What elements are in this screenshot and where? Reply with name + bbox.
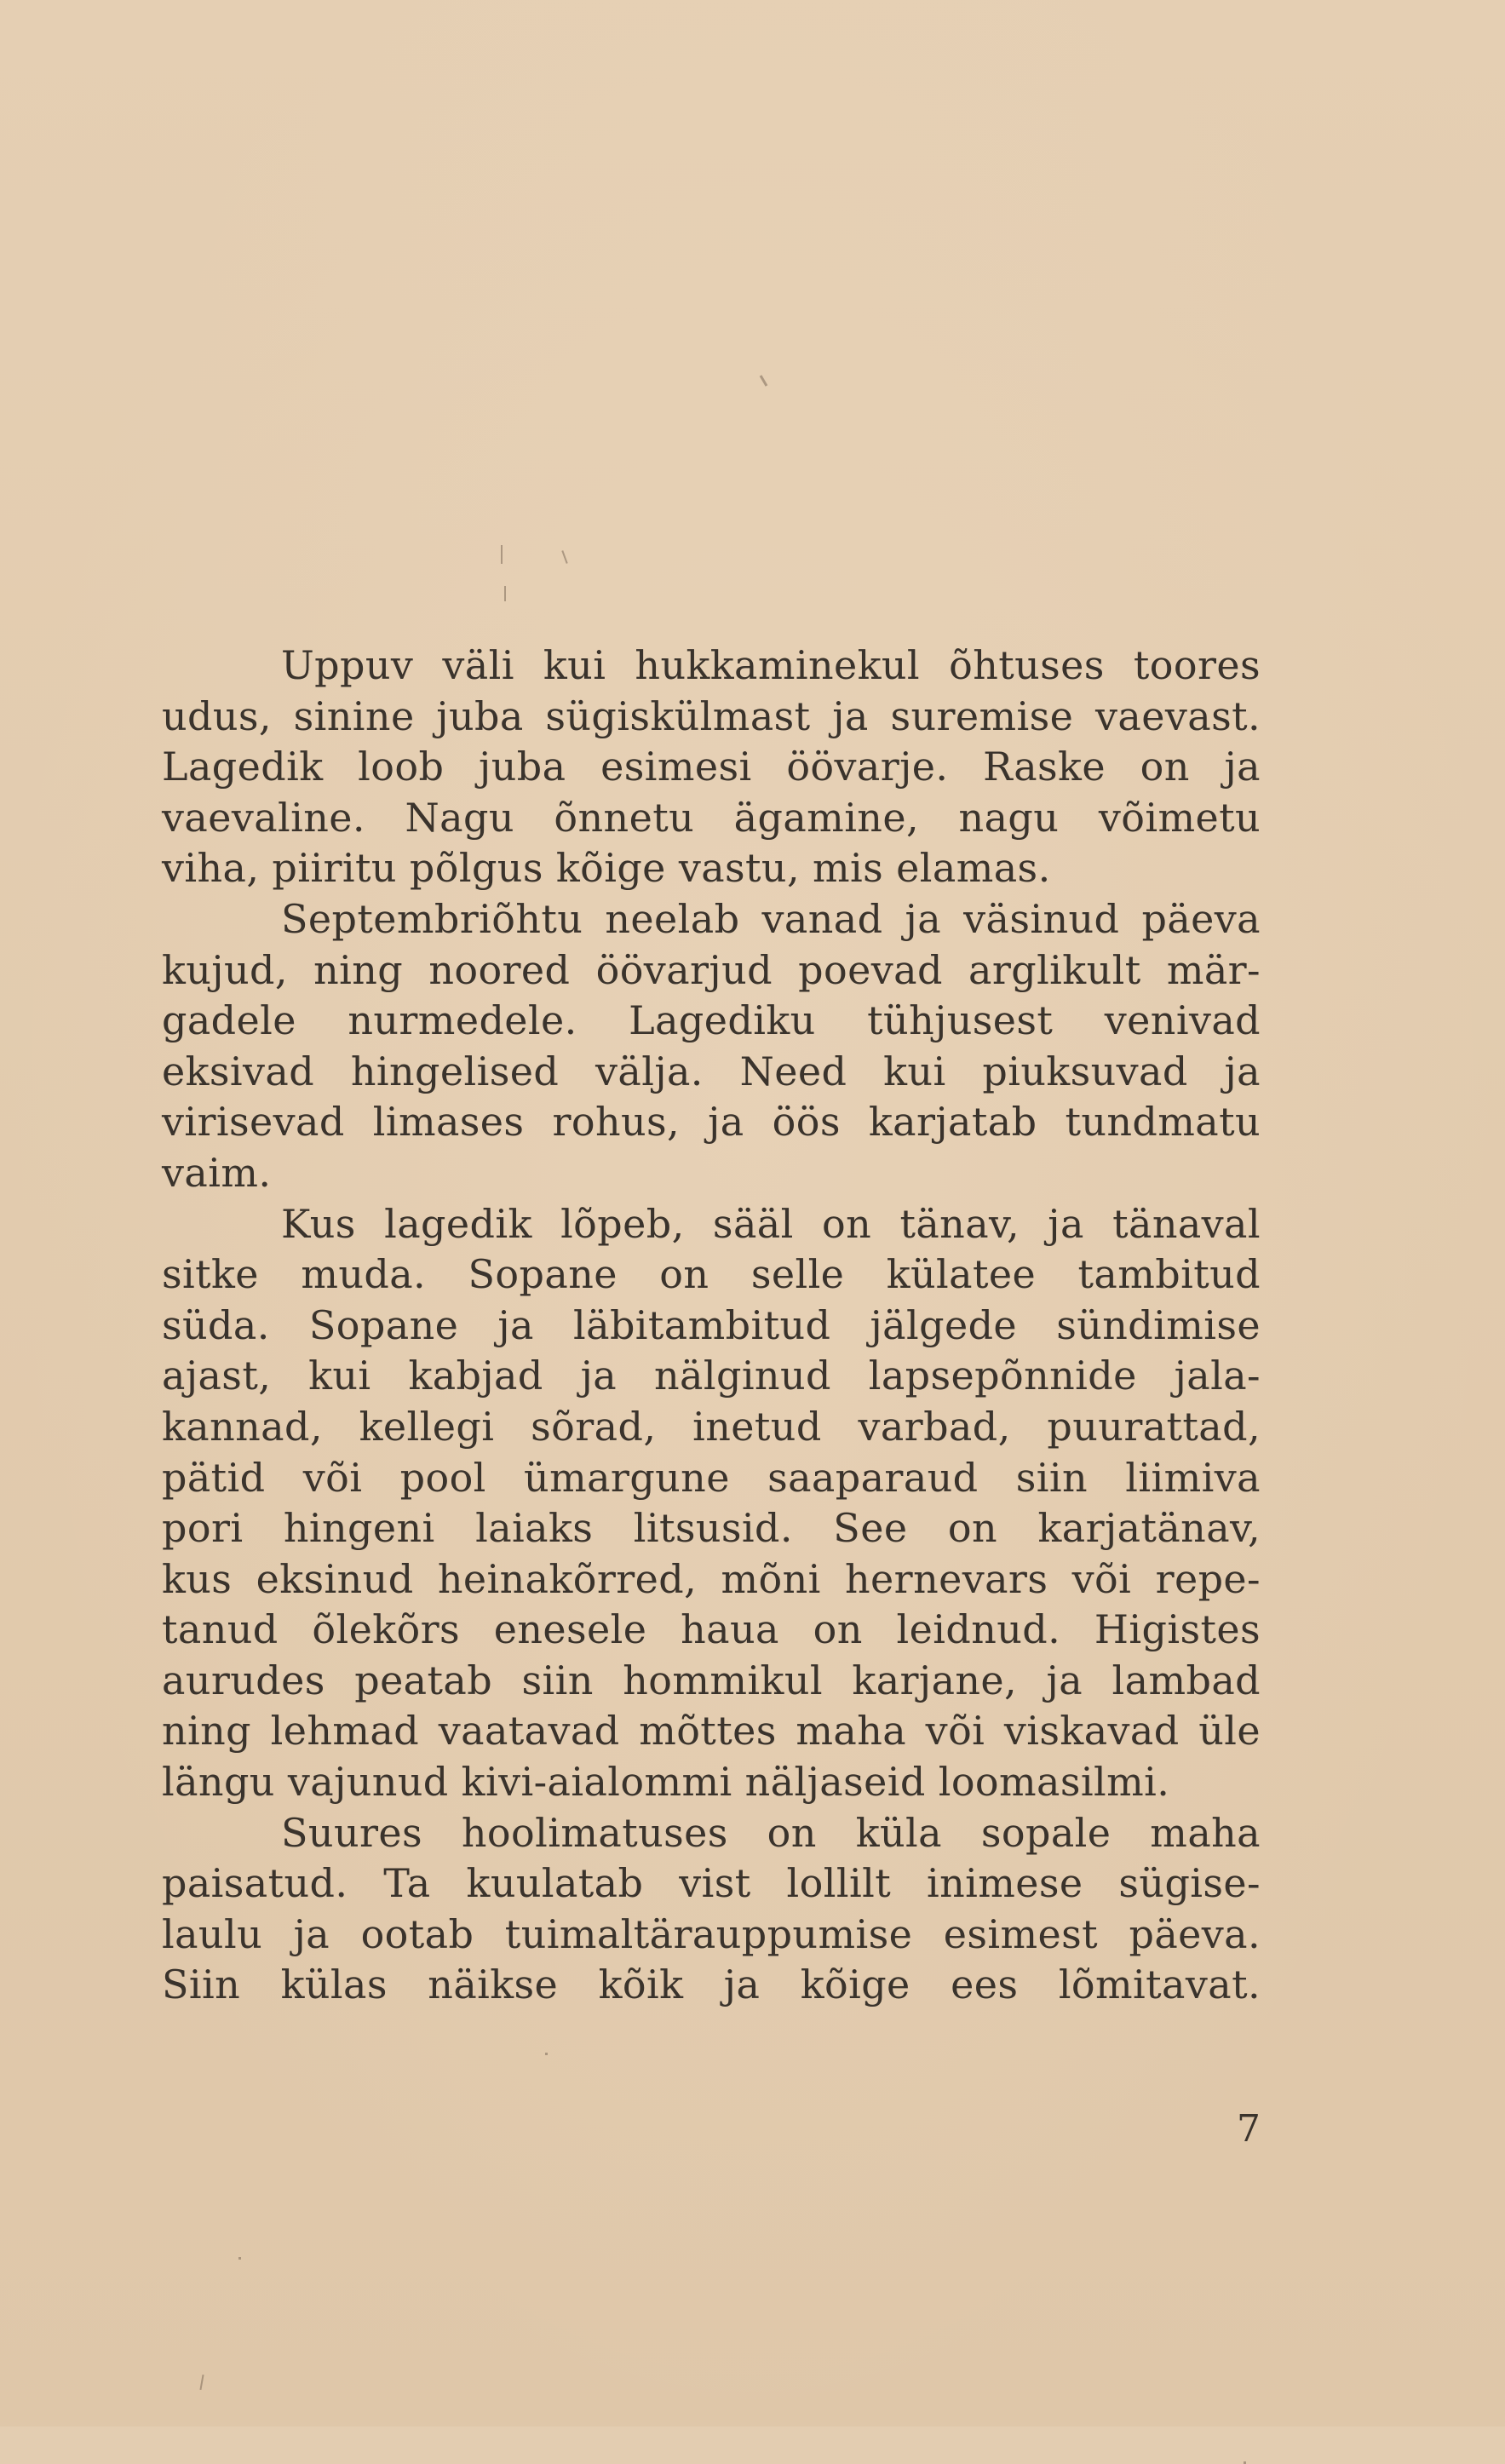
text-line: vaim. [162,1149,272,1196]
text-line: Septembriõhtu neelab vanad ja väsinud päeva [281,895,1261,942]
text-line: vaevaline. Nagu õnnetu ägamine, nagu võimetu [162,794,1261,841]
paper-speck [238,2257,241,2260]
paper-speck [504,586,506,601]
text-line: kujud, ning noored öövarjud poevad arglikult mär- [162,946,1261,993]
text-line: virisevad limases rohus, ja öös karjatab tundmatu [162,1099,1261,1146]
text-line: Kus lagedik lõpeb, sääl on tänav, ja tänaval [281,1200,1261,1247]
paper-speck [501,545,503,564]
text-line: pori hingeni laiaks litsusid. See on karjatänav, [162,1505,1261,1552]
text-line: pätid või pool ümargune saaparaud siin liimiva [162,1454,1261,1501]
paragraph [162,894,1261,1199]
text-line: sitke muda. Sopane on selle külatee tambitud [162,1251,1261,1298]
body-text [162,640,1261,2011]
text-line: ajast, kui kabjad ja nälginud lapsepõnnide jala- [162,1353,1261,1399]
text-line: kus eksinud heinakõrred, mõni hernevars või repe- [162,1555,1261,1602]
paragraph [162,640,1261,894]
page-number: 7 [1237,2107,1261,2151]
paragraph [162,1199,1261,1808]
text-line: Suures hoolimatuses on küla sopale maha [281,1809,1261,1856]
text-line: eksivad hingelised välja. Need kui piuksuvad ja [162,1048,1261,1094]
paper-speck [561,550,567,564]
paper-speck [199,2375,204,2390]
text-line: ning lehmad vaatavad mõttes maha või viskavad üle [162,1708,1261,1755]
text-line: kannad, kellegi sõrad, inetud varbad, puurattad, [162,1403,1261,1450]
text-line: längu vajunud kivi-aialommi näljaseid loomasilmi. [162,1759,1170,1806]
text-line: tanud õlekõrs enesele haua on leidnud. Higistes [162,1606,1261,1653]
text-line: Siin külas näikse kõik ja kõige ees lõmitavat. [162,1961,1261,2008]
text-line: Uppuv väli kui hukkaminekul õhtuses toores [281,642,1261,688]
text-line: udus, sinine juba sügiskülmast ja suremise vaevast. [162,692,1261,739]
text-line: viha, piiritu põlgus kõige vastu, mis elamas. [162,845,1051,892]
text-line: gadele nurmedele. Lagediku tühjusest venivad [162,997,1261,1044]
text-line: Lagedik loob juba esimesi öövarje. Raske on ja [162,744,1261,790]
text-line: aurudes peatab siin hommikul karjane, ja lambad [162,1657,1261,1703]
paragraph [162,1808,1261,2011]
text-line: laulu ja ootab tuimaltärauppumise esimest päeva. [162,1910,1261,1957]
paper-speck [760,375,768,387]
text-line: paisatud. Ta kuulatab vist lollilt inimese sügise- [162,1860,1261,1907]
text-line: süda. Sopane ja läbitambitud jälgede sündimise [162,1301,1261,1348]
paper-speck [545,2053,548,2055]
